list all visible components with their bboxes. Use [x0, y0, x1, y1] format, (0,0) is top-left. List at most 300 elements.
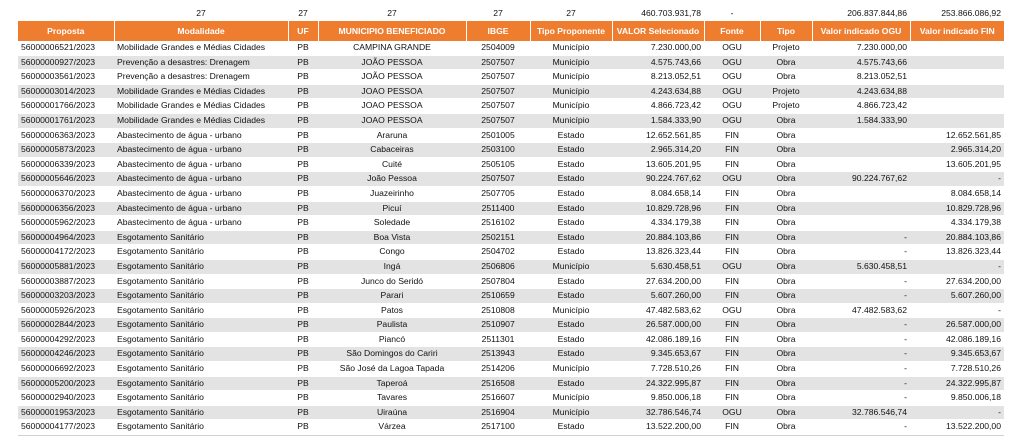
municipio-cell[interactable]: JOÃO PESSOA	[318, 70, 466, 85]
valor-ogu-cell[interactable]: -	[812, 376, 910, 391]
uf-cell[interactable]: PB	[288, 186, 318, 201]
tipo-cell[interactable]: Obra	[760, 420, 812, 435]
modalidade-cell[interactable]: Abastecimento de água - urbano	[114, 216, 288, 231]
valor-ogu-cell[interactable]: -	[812, 420, 910, 435]
valor-selecionado-cell[interactable]: 10.829.728,96	[612, 201, 704, 216]
fonte-cell[interactable]: FIN	[704, 157, 760, 172]
uf-cell[interactable]: PB	[288, 201, 318, 216]
valor-fin-cell[interactable]: 7.728.510,26	[910, 362, 1004, 377]
ibge-cell[interactable]: 2504702	[466, 245, 530, 260]
ibge-cell[interactable]: 2507507	[466, 70, 530, 85]
uf-cell[interactable]: PB	[288, 362, 318, 377]
proposta-cell[interactable]: 56000001953/2023	[18, 405, 114, 420]
valor-selecionado-cell[interactable]: 7.728.510,26	[612, 362, 704, 377]
column-header-ibge[interactable]: IBGE	[466, 21, 530, 41]
valor-fin-cell[interactable]: -	[910, 405, 1004, 420]
proposta-cell[interactable]: 56000006521/2023	[18, 41, 114, 55]
valor-ogu-cell[interactable]: -	[812, 332, 910, 347]
valor-fin-cell[interactable]: 27.634.200,00	[910, 274, 1004, 289]
tipo-cell[interactable]: Obra	[760, 216, 812, 231]
modalidade-cell[interactable]: Esgotamento Sanitário	[114, 245, 288, 260]
modalidade-cell[interactable]: Esgotamento Sanitário	[114, 362, 288, 377]
column-header-valor-fin[interactable]: Valor indicado FIN	[910, 21, 1004, 41]
modalidade-cell[interactable]: Esgotamento Sanitário	[114, 405, 288, 420]
summary-uf-count[interactable]: 27	[298, 8, 308, 18]
municipio-cell[interactable]: São Domingos do Cariri	[318, 347, 466, 362]
ibge-cell[interactable]: 2517100	[466, 420, 530, 435]
tipo-cell[interactable]: Projeto	[760, 41, 812, 55]
tipo-cell[interactable]: Obra	[760, 201, 812, 216]
uf-cell[interactable]: PB	[288, 128, 318, 143]
uf-cell[interactable]: PB	[288, 55, 318, 70]
proposta-cell[interactable]: 56000005881/2023	[18, 259, 114, 274]
proposta-cell[interactable]: 56000005926/2023	[18, 303, 114, 318]
proposta-cell[interactable]: 56000004246/2023	[18, 347, 114, 362]
valor-selecionado-cell[interactable]: 4.575.743,66	[612, 55, 704, 70]
valor-ogu-cell[interactable]: 7.230.000,00	[812, 41, 910, 55]
valor-selecionado-cell[interactable]: 13.826.323,44	[612, 245, 704, 260]
valor-ogu-cell[interactable]: -	[812, 347, 910, 362]
uf-cell[interactable]: PB	[288, 289, 318, 304]
proposta-cell[interactable]: 56000002940/2023	[18, 391, 114, 406]
valor-selecionado-cell[interactable]: 1.584.333,90	[612, 113, 704, 128]
tipo-cell[interactable]: Obra	[760, 274, 812, 289]
proposta-cell[interactable]: 56000004964/2023	[18, 230, 114, 245]
fonte-cell[interactable]: FIN	[704, 362, 760, 377]
summary-municipio-count[interactable]: 27	[387, 8, 397, 18]
valor-fin-cell[interactable]	[910, 55, 1004, 70]
fonte-cell[interactable]: FIN	[704, 391, 760, 406]
proposta-cell[interactable]: 56000006356/2023	[18, 201, 114, 216]
ibge-cell[interactable]: 2504009	[466, 41, 530, 55]
proposta-cell[interactable]: 56000004292/2023	[18, 332, 114, 347]
ibge-cell[interactable]: 2516508	[466, 376, 530, 391]
tipo-cell[interactable]: Obra	[760, 303, 812, 318]
valor-selecionado-cell[interactable]: 5.630.458,51	[612, 259, 704, 274]
modalidade-cell[interactable]: Prevenção a desastres: Drenagem	[114, 55, 288, 70]
uf-cell[interactable]: PB	[288, 347, 318, 362]
valor-fin-cell[interactable]: 13.605.201,95	[910, 157, 1004, 172]
valor-selecionado-cell[interactable]: 13.605.201,95	[612, 157, 704, 172]
proposta-cell[interactable]: 56000003014/2023	[18, 84, 114, 99]
tipo-proponente-cell[interactable]: Estado	[530, 201, 612, 216]
valor-selecionado-cell[interactable]: 90.224.767,62	[612, 172, 704, 187]
valor-selecionado-cell[interactable]: 4.866.723,42	[612, 99, 704, 114]
fonte-cell[interactable]: FIN	[704, 216, 760, 231]
valor-selecionado-cell[interactable]: 4.243.634,88	[612, 84, 704, 99]
valor-selecionado-cell[interactable]: 27.634.200,00	[612, 274, 704, 289]
proposta-cell[interactable]: 56000006363/2023	[18, 128, 114, 143]
uf-cell[interactable]: PB	[288, 230, 318, 245]
valor-ogu-cell[interactable]	[812, 201, 910, 216]
uf-cell[interactable]: PB	[288, 84, 318, 99]
ibge-cell[interactable]: 2502151	[466, 230, 530, 245]
tipo-proponente-cell[interactable]: Estado	[530, 274, 612, 289]
modalidade-cell[interactable]: Mobilidade Grandes e Médias Cidades	[114, 84, 288, 99]
valor-selecionado-cell[interactable]: 4.334.179,38	[612, 216, 704, 231]
proposta-cell[interactable]: 56000005962/2023	[18, 216, 114, 231]
proposta-cell[interactable]: 56000000927/2023	[18, 55, 114, 70]
valor-selecionado-cell[interactable]: 9.850.006,18	[612, 391, 704, 406]
fonte-cell[interactable]: FIN	[704, 289, 760, 304]
tipo-cell[interactable]: Projeto	[760, 84, 812, 99]
fonte-cell[interactable]: OGU	[704, 405, 760, 420]
valor-fin-cell[interactable]: 20.884.103,86	[910, 230, 1004, 245]
tipo-cell[interactable]: Projeto	[760, 99, 812, 114]
municipio-cell[interactable]: Juazeirinho	[318, 186, 466, 201]
uf-cell[interactable]: PB	[288, 70, 318, 85]
municipio-cell[interactable]: João Pessoa	[318, 172, 466, 187]
fonte-cell[interactable]: OGU	[704, 84, 760, 99]
summary-fin-total[interactable]: 253.866.086,92	[941, 8, 1001, 18]
tipo-proponente-cell[interactable]: Município	[530, 259, 612, 274]
tipo-cell[interactable]: Obra	[760, 259, 812, 274]
tipo-cell[interactable]: Obra	[760, 405, 812, 420]
tipo-proponente-cell[interactable]: Estado	[530, 143, 612, 158]
summary-tipo-count[interactable]: 27	[566, 8, 576, 18]
ibge-cell[interactable]: 2507507	[466, 172, 530, 187]
municipio-cell[interactable]: Parari	[318, 289, 466, 304]
valor-fin-cell[interactable]	[910, 99, 1004, 114]
tipo-proponente-cell[interactable]: Município	[530, 391, 612, 406]
modalidade-cell[interactable]: Esgotamento Sanitário	[114, 230, 288, 245]
valor-ogu-cell[interactable]: -	[812, 362, 910, 377]
proposta-cell[interactable]: 56000001766/2023	[18, 99, 114, 114]
tipo-cell[interactable]: Obra	[760, 128, 812, 143]
modalidade-cell[interactable]: Esgotamento Sanitário	[114, 303, 288, 318]
modalidade-cell[interactable]: Prevenção a desastres: Drenagem	[114, 70, 288, 85]
fonte-cell[interactable]: OGU	[704, 70, 760, 85]
tipo-proponente-cell[interactable]: Estado	[530, 157, 612, 172]
valor-fin-cell[interactable]: -	[910, 303, 1004, 318]
valor-fin-cell[interactable]: 5.607.260,00	[910, 289, 1004, 304]
valor-fin-cell[interactable]: 2.965.314,20	[910, 143, 1004, 158]
valor-selecionado-cell[interactable]: 2.965.314,20	[612, 143, 704, 158]
tipo-proponente-cell[interactable]: Município	[530, 405, 612, 420]
valor-ogu-cell[interactable]: 4.575.743,66	[812, 55, 910, 70]
municipio-cell[interactable]: Paulista	[318, 318, 466, 333]
tipo-proponente-cell[interactable]: Município	[530, 113, 612, 128]
municipio-cell[interactable]: JOAO PESSOA	[318, 84, 466, 99]
valor-ogu-cell[interactable]: -	[812, 391, 910, 406]
modalidade-cell[interactable]: Esgotamento Sanitário	[114, 274, 288, 289]
fonte-cell[interactable]: OGU	[704, 172, 760, 187]
valor-fin-cell[interactable]	[910, 41, 1004, 55]
municipio-cell[interactable]: Congo	[318, 245, 466, 260]
municipio-cell[interactable]: Cuité	[318, 157, 466, 172]
valor-fin-cell[interactable]: 12.652.561,85	[910, 128, 1004, 143]
modalidade-cell[interactable]: Mobilidade Grandes e Médias Cidades	[114, 41, 288, 55]
modalidade-cell[interactable]: Esgotamento Sanitário	[114, 332, 288, 347]
modalidade-cell[interactable]: Mobilidade Grandes e Médias Cidades	[114, 99, 288, 114]
tipo-proponente-cell[interactable]: Estado	[530, 347, 612, 362]
column-header-proposta[interactable]: Proposta	[18, 21, 114, 41]
column-header-tipo[interactable]: Tipo	[760, 21, 812, 41]
fonte-cell[interactable]: FIN	[704, 318, 760, 333]
valor-ogu-cell[interactable]: 32.786.546,74	[812, 405, 910, 420]
valor-fin-cell[interactable]: 9.345.653,67	[910, 347, 1004, 362]
tipo-proponente-cell[interactable]: Município	[530, 99, 612, 114]
tipo-proponente-cell[interactable]: Estado	[530, 420, 612, 435]
uf-cell[interactable]: PB	[288, 259, 318, 274]
proposta-cell[interactable]: 56000005200/2023	[18, 376, 114, 391]
valor-ogu-cell[interactable]: 4.866.723,42	[812, 99, 910, 114]
ibge-cell[interactable]: 2510659	[466, 289, 530, 304]
tipo-proponente-cell[interactable]: Estado	[530, 230, 612, 245]
valor-fin-cell[interactable]: -	[910, 259, 1004, 274]
fonte-cell[interactable]: FIN	[704, 201, 760, 216]
ibge-cell[interactable]: 2510907	[466, 318, 530, 333]
tipo-cell[interactable]: Obra	[760, 376, 812, 391]
column-header-uf[interactable]: UF	[288, 21, 318, 41]
summary-cell-proposta[interactable]	[18, 6, 114, 21]
uf-cell[interactable]: PB	[288, 376, 318, 391]
valor-selecionado-cell[interactable]: 9.345.653,67	[612, 347, 704, 362]
ibge-cell[interactable]: 2513943	[466, 347, 530, 362]
tipo-cell[interactable]: Obra	[760, 143, 812, 158]
valor-selecionado-cell[interactable]: 42.086.189,16	[612, 332, 704, 347]
ibge-cell[interactable]: 2507507	[466, 55, 530, 70]
tipo-cell[interactable]: Obra	[760, 332, 812, 347]
fonte-cell[interactable]: FIN	[704, 128, 760, 143]
municipio-cell[interactable]: JOAO PESSOA	[318, 113, 466, 128]
uf-cell[interactable]: PB	[288, 391, 318, 406]
proposta-cell[interactable]: 56000005873/2023	[18, 143, 114, 158]
proposta-cell[interactable]: 56000006692/2023	[18, 362, 114, 377]
fonte-cell[interactable]: OGU	[704, 99, 760, 114]
municipio-cell[interactable]: Taperoá	[318, 376, 466, 391]
summary-modalidade-count[interactable]: 27	[196, 8, 206, 18]
summary-valor-total[interactable]: 460.703.931,78	[641, 8, 701, 18]
valor-selecionado-cell[interactable]: 8.084.658,14	[612, 186, 704, 201]
proposta-cell[interactable]: 56000006370/2023	[18, 186, 114, 201]
uf-cell[interactable]: PB	[288, 143, 318, 158]
column-header-valor-selecionado[interactable]: VALOR Selecionado	[612, 21, 704, 41]
fonte-cell[interactable]: FIN	[704, 274, 760, 289]
ibge-cell[interactable]: 2507507	[466, 113, 530, 128]
valor-selecionado-cell[interactable]: 7.230.000,00	[612, 41, 704, 55]
modalidade-cell[interactable]: Esgotamento Sanitário	[114, 289, 288, 304]
fonte-cell[interactable]: FIN	[704, 332, 760, 347]
modalidade-cell[interactable]: Esgotamento Sanitário	[114, 259, 288, 274]
tipo-proponente-cell[interactable]: Estado	[530, 172, 612, 187]
proposta-cell[interactable]: 56000006339/2023	[18, 157, 114, 172]
proposta-cell[interactable]: 56000001761/2023	[18, 113, 114, 128]
ibge-cell[interactable]: 2505105	[466, 157, 530, 172]
modalidade-cell[interactable]: Esgotamento Sanitário	[114, 318, 288, 333]
modalidade-cell[interactable]: Esgotamento Sanitário	[114, 376, 288, 391]
municipio-cell[interactable]: Boa Vista	[318, 230, 466, 245]
uf-cell[interactable]: PB	[288, 172, 318, 187]
uf-cell[interactable]: PB	[288, 420, 318, 435]
valor-ogu-cell[interactable]: 8.213.052,51	[812, 70, 910, 85]
tipo-cell[interactable]: Obra	[760, 186, 812, 201]
valor-fin-cell[interactable]	[910, 113, 1004, 128]
ibge-cell[interactable]: 2501005	[466, 128, 530, 143]
proposta-cell[interactable]: 56000003561/2023	[18, 70, 114, 85]
tipo-cell[interactable]: Obra	[760, 289, 812, 304]
valor-selecionado-cell[interactable]: 32.786.546,74	[612, 405, 704, 420]
uf-cell[interactable]: PB	[288, 405, 318, 420]
ibge-cell[interactable]: 2511301	[466, 332, 530, 347]
valor-ogu-cell[interactable]	[812, 128, 910, 143]
fonte-cell[interactable]: OGU	[704, 55, 760, 70]
tipo-proponente-cell[interactable]: Município	[530, 41, 612, 55]
valor-fin-cell[interactable]: 26.587.000,00	[910, 318, 1004, 333]
tipo-cell[interactable]: Obra	[760, 347, 812, 362]
tipo-cell[interactable]: Obra	[760, 230, 812, 245]
valor-fin-cell[interactable]: 13.826.323,44	[910, 245, 1004, 260]
proposta-cell[interactable]: 56000003887/2023	[18, 274, 114, 289]
ibge-cell[interactable]: 2516904	[466, 405, 530, 420]
municipio-cell[interactable]: São José da Lagoa Tapada	[318, 362, 466, 377]
uf-cell[interactable]: PB	[288, 99, 318, 114]
uf-cell[interactable]: PB	[288, 113, 318, 128]
valor-ogu-cell[interactable]: 5.630.458,51	[812, 259, 910, 274]
summary-ibge-count[interactable]: 27	[493, 8, 503, 18]
valor-selecionado-cell[interactable]: 26.587.000,00	[612, 318, 704, 333]
tipo-proponente-cell[interactable]: Município	[530, 362, 612, 377]
tipo-cell[interactable]: Obra	[760, 245, 812, 260]
tipo-proponente-cell[interactable]: Estado	[530, 289, 612, 304]
valor-fin-cell[interactable]: 13.522.200,00	[910, 420, 1004, 435]
valor-selecionado-cell[interactable]: 47.482.583,62	[612, 303, 704, 318]
municipio-cell[interactable]: Ingá	[318, 259, 466, 274]
tipo-proponente-cell[interactable]: Município	[530, 303, 612, 318]
fonte-cell[interactable]: FIN	[704, 376, 760, 391]
ibge-cell[interactable]: 2511400	[466, 201, 530, 216]
valor-ogu-cell[interactable]	[812, 216, 910, 231]
fonte-cell[interactable]: OGU	[704, 303, 760, 318]
modalidade-cell[interactable]: Mobilidade Grandes e Médias Cidades	[114, 113, 288, 128]
tipo-cell[interactable]: Obra	[760, 362, 812, 377]
fonte-cell[interactable]: FIN	[704, 245, 760, 260]
municipio-cell[interactable]: JOÃO PESSOA	[318, 55, 466, 70]
municipio-cell[interactable]: Soledade	[318, 216, 466, 231]
municipio-cell[interactable]: Patos	[318, 303, 466, 318]
valor-fin-cell[interactable]: 42.086.189,16	[910, 332, 1004, 347]
valor-selecionado-cell[interactable]: 12.652.561,85	[612, 128, 704, 143]
valor-fin-cell[interactable]	[910, 70, 1004, 85]
tipo-proponente-cell[interactable]: Estado	[530, 245, 612, 260]
municipio-cell[interactable]: Piancó	[318, 332, 466, 347]
tipo-cell[interactable]: Obra	[760, 157, 812, 172]
uf-cell[interactable]: PB	[288, 332, 318, 347]
valor-selecionado-cell[interactable]: 20.884.103,86	[612, 230, 704, 245]
fonte-cell[interactable]: FIN	[704, 186, 760, 201]
tipo-cell[interactable]: Obra	[760, 55, 812, 70]
uf-cell[interactable]: PB	[288, 216, 318, 231]
valor-selecionado-cell[interactable]: 24.322.995,87	[612, 376, 704, 391]
valor-ogu-cell[interactable]: 47.482.583,62	[812, 303, 910, 318]
uf-cell[interactable]: PB	[288, 318, 318, 333]
municipio-cell[interactable]: CAMPINA GRANDE	[318, 41, 466, 55]
valor-ogu-cell[interactable]: -	[812, 230, 910, 245]
valor-ogu-cell[interactable]: 1.584.333,90	[812, 113, 910, 128]
valor-ogu-cell[interactable]: 4.243.634,88	[812, 84, 910, 99]
modalidade-cell[interactable]: Abastecimento de água - urbano	[114, 186, 288, 201]
valor-ogu-cell[interactable]: 90.224.767,62	[812, 172, 910, 187]
tipo-cell[interactable]: Obra	[760, 318, 812, 333]
tipo-cell[interactable]: Obra	[760, 172, 812, 187]
uf-cell[interactable]: PB	[288, 303, 318, 318]
valor-selecionado-cell[interactable]: 13.522.200,00	[612, 420, 704, 435]
valor-ogu-cell[interactable]	[812, 186, 910, 201]
modalidade-cell[interactable]: Esgotamento Sanitário	[114, 391, 288, 406]
tipo-proponente-cell[interactable]: Município	[530, 84, 612, 99]
tipo-proponente-cell[interactable]: Estado	[530, 376, 612, 391]
fonte-cell[interactable]: FIN	[704, 143, 760, 158]
municipio-cell[interactable]: Várzea	[318, 420, 466, 435]
municipio-cell[interactable]: Araruna	[318, 128, 466, 143]
ibge-cell[interactable]: 2507804	[466, 274, 530, 289]
proposta-cell[interactable]: 56000005646/2023	[18, 172, 114, 187]
ibge-cell[interactable]: 2516102	[466, 216, 530, 231]
tipo-proponente-cell[interactable]: Município	[530, 55, 612, 70]
valor-ogu-cell[interactable]: -	[812, 318, 910, 333]
fonte-cell[interactable]: OGU	[704, 259, 760, 274]
ibge-cell[interactable]: 2507705	[466, 186, 530, 201]
valor-fin-cell[interactable]	[910, 84, 1004, 99]
uf-cell[interactable]: PB	[288, 41, 318, 55]
column-header-tipo-proponente[interactable]: Tipo Proponente	[530, 21, 612, 41]
valor-fin-cell[interactable]: 9.850.006,18	[910, 391, 1004, 406]
valor-fin-cell[interactable]: -	[910, 172, 1004, 187]
proposta-cell[interactable]: 56000004172/2023	[18, 245, 114, 260]
ibge-cell[interactable]: 2516607	[466, 391, 530, 406]
uf-cell[interactable]: PB	[288, 157, 318, 172]
tipo-proponente-cell[interactable]: Estado	[530, 186, 612, 201]
municipio-cell[interactable]: Picuí	[318, 201, 466, 216]
municipio-cell[interactable]: Cabaceiras	[318, 143, 466, 158]
column-header-fonte[interactable]: Fonte	[704, 21, 760, 41]
modalidade-cell[interactable]: Esgotamento Sanitário	[114, 347, 288, 362]
ibge-cell[interactable]: 2507507	[466, 99, 530, 114]
summary-cell-tipo[interactable]	[760, 6, 812, 21]
uf-cell[interactable]: PB	[288, 245, 318, 260]
valor-selecionado-cell[interactable]: 8.213.052,51	[612, 70, 704, 85]
fonte-cell[interactable]: OGU	[704, 41, 760, 55]
summary-ogu-total[interactable]: 206.837.844,86	[847, 8, 907, 18]
proposta-cell[interactable]: 56000002844/2023	[18, 318, 114, 333]
valor-fin-cell[interactable]: 10.829.728,96	[910, 201, 1004, 216]
proposta-cell[interactable]: 56000003203/2023	[18, 289, 114, 304]
tipo-proponente-cell[interactable]: Estado	[530, 332, 612, 347]
tipo-proponente-cell[interactable]: Estado	[530, 128, 612, 143]
modalidade-cell[interactable]: Abastecimento de água - urbano	[114, 143, 288, 158]
column-header-modalidade[interactable]: Modalidade	[114, 21, 288, 41]
fonte-cell[interactable]: FIN	[704, 347, 760, 362]
proposta-cell[interactable]: 56000004177/2023	[18, 420, 114, 435]
ibge-cell[interactable]: 2503100	[466, 143, 530, 158]
uf-cell[interactable]: PB	[288, 274, 318, 289]
fonte-cell[interactable]: FIN	[704, 230, 760, 245]
valor-fin-cell[interactable]: 8.084.658,14	[910, 186, 1004, 201]
ibge-cell[interactable]: 2514206	[466, 362, 530, 377]
valor-fin-cell[interactable]: 4.334.179,38	[910, 216, 1004, 231]
tipo-cell[interactable]: Obra	[760, 70, 812, 85]
modalidade-cell[interactable]: Abastecimento de água - urbano	[114, 128, 288, 143]
municipio-cell[interactable]: Uiraúna	[318, 405, 466, 420]
ibge-cell[interactable]: 2506806	[466, 259, 530, 274]
column-header-municipio[interactable]: MUNICIPIO BENEFICIADO	[318, 21, 466, 41]
municipio-cell[interactable]: Tavares	[318, 391, 466, 406]
ibge-cell[interactable]: 2507507	[466, 84, 530, 99]
modalidade-cell[interactable]: Abastecimento de água - urbano	[114, 157, 288, 172]
valor-ogu-cell[interactable]: -	[812, 289, 910, 304]
tipo-cell[interactable]: Obra	[760, 391, 812, 406]
valor-ogu-cell[interactable]: -	[812, 245, 910, 260]
